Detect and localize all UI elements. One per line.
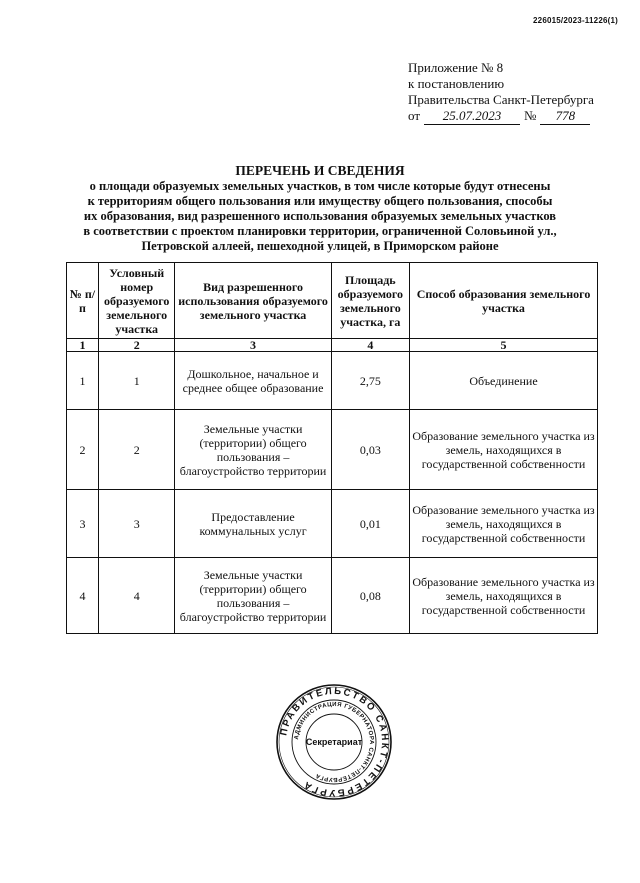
land-plots-table (66, 262, 598, 634)
number-label: № (524, 108, 537, 123)
index-cell: 1 (67, 339, 99, 352)
cell-plot-number: 2 (98, 410, 175, 490)
table-index-row (67, 339, 598, 352)
cell-plot-number: 4 (98, 558, 175, 634)
cell-permitted-use: Дошкольное, начальное и среднее общее образование (175, 352, 331, 410)
appendix-block (408, 60, 594, 125)
seal-outer-text: ПРАВИТЕЛЬСТВО САНКТ-ПЕТЕРБУРГА (278, 685, 391, 799)
resolution-number: 778 (540, 108, 590, 125)
appendix-government: Правительства Санкт-Петербурга (408, 92, 594, 107)
cell-formation-method: Объединение (410, 352, 598, 410)
title-heading: ПЕРЕЧЕНЬ И СВЕДЕНИЯ (235, 163, 405, 178)
from-label: от (408, 108, 421, 123)
seal-inner-text: АДМИНИСТРАЦИЯ ГУБЕРНАТОРА САНКТ-ПЕТЕРБУРГА (294, 701, 375, 783)
index-cell: 3 (175, 339, 331, 352)
cell-area: 2,75 (331, 352, 409, 410)
table-row (67, 490, 598, 558)
seal-graphic (274, 682, 394, 802)
cell-formation-method: Образование земельного участка из земель, находящихся в государственной собственности (410, 558, 598, 634)
resolution-date: 25.07.2023 (424, 108, 520, 125)
index-cell: 5 (410, 339, 598, 352)
appendix-number: Приложение № 8 (408, 60, 504, 75)
cell-formation-method: Образование земельного участка из земель, находящихся в государственной собственности (410, 490, 598, 558)
cell-area: 0,03 (331, 410, 409, 490)
header-formation-method: Способ образования земельного участка (410, 263, 598, 339)
header-permitted-use: Вид разрешенного использования образуемого земельного участка (175, 263, 331, 339)
cell-area: 0,01 (331, 490, 409, 558)
cell-plot-number: 3 (98, 490, 175, 558)
cell-formation-method: Образование земельного участка из земель, находящихся в государственной собственности (410, 410, 598, 490)
table-row (67, 410, 598, 490)
title-line: к территориям общего пользования или имуществу общего пользования, способы (87, 194, 553, 208)
header-area: Площадь образуемого земельного участка, га (331, 263, 409, 339)
cell-row-number: 2 (67, 410, 99, 490)
cell-row-number: 3 (67, 490, 99, 558)
document-title (0, 163, 640, 254)
index-cell: 4 (331, 339, 409, 352)
official-seal (274, 682, 394, 802)
cell-permitted-use: Земельные участки (территории) общего пользования – благоустройство территории (175, 558, 331, 634)
appendix-resolution-ref: к постановлению (408, 76, 505, 91)
cell-row-number: 4 (67, 558, 99, 634)
title-line: их образования, вид разрешенного использования образуемых земельных участков (83, 209, 557, 223)
title-line: о площади образуемых земельных участков, в том числе которые будут отнесены (89, 179, 551, 193)
cell-permitted-use: Предоставление коммунальных услуг (175, 490, 331, 558)
cell-row-number: 1 (67, 352, 99, 410)
table-row (67, 352, 598, 410)
title-line: в соответствии с проектом планировки территории, ограниченной Соловьиной ул., (83, 224, 557, 238)
table-row (67, 558, 598, 634)
index-cell: 2 (98, 339, 175, 352)
document-registration-number: 226015/2023-11226(1) (533, 16, 618, 25)
header-plot-number: Условный номер образуемого земельного участка (98, 263, 175, 339)
cell-permitted-use: Земельные участки (территории) общего пользования – благоустройство территории (175, 410, 331, 490)
seal-center-text: Секретариат (305, 737, 363, 747)
cell-plot-number: 1 (98, 352, 175, 410)
cell-area: 0,08 (331, 558, 409, 634)
table-header-row (67, 263, 598, 339)
header-row-number: № п/п (67, 263, 99, 339)
title-line: Петровской аллеей, пешеходной улицей, в Приморском районе (141, 239, 499, 253)
appendix-date-line (408, 108, 594, 125)
